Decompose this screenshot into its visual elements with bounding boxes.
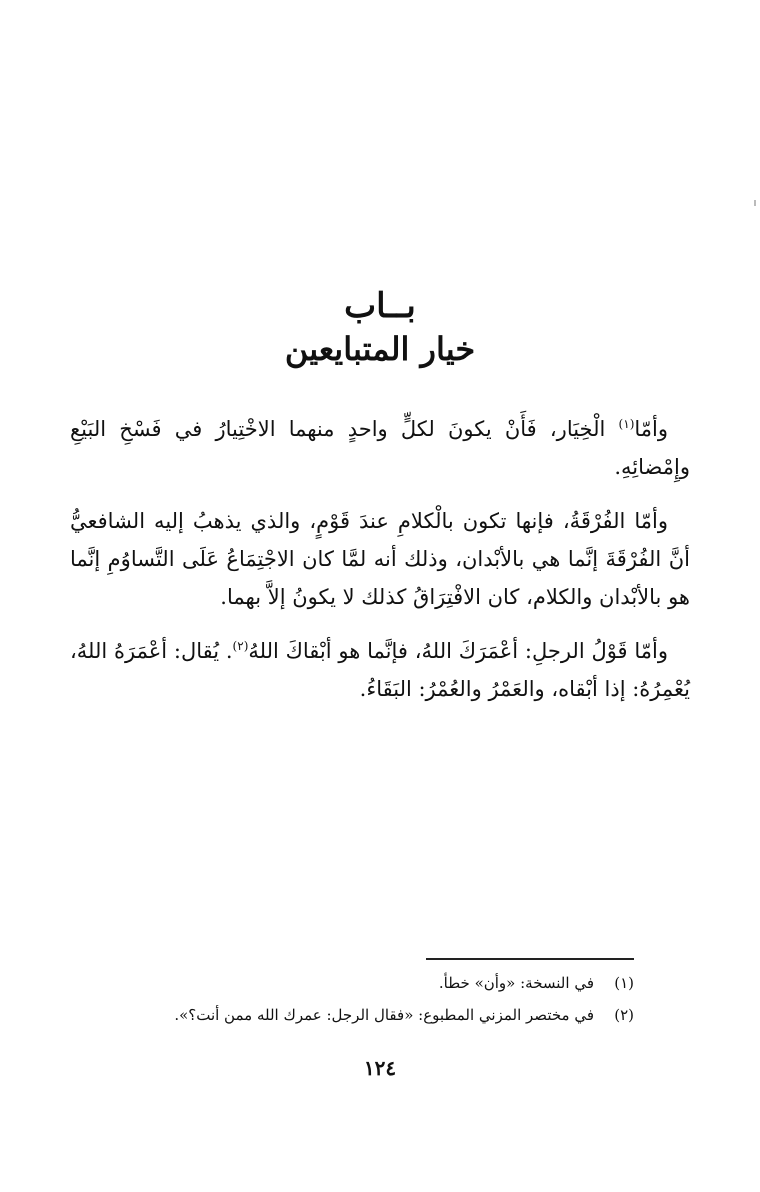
- paragraph-text: . يُقال: أعْمَرَهُ اللهُ، يُعْمِرُهُ: إذا أبْقاه، والعَمْرُ والعُمْرُ: البَقَاءُ.: [70, 639, 690, 701]
- footnote-ref-2[interactable]: (٢): [232, 639, 249, 653]
- footnote-2: [74, 1002, 634, 1028]
- paragraph-text: الْخِيَار، فَأَنْ يكونَ لكلٍّ واحدٍ منهما الاخْتِيارُ في فَسْخِ البَيْعِ وإِمْضائِهِ.: [70, 417, 690, 479]
- chapter-heading-bab: بــاب: [344, 286, 416, 326]
- page-number: ١٢٤: [363, 1056, 397, 1080]
- paragraph-text: وأمّا قَوْلُ الرجلِ: أعْمَرَكَ اللهُ، فإنَّما هو أبْقاكَ اللهُ: [248, 639, 668, 663]
- footnote-ref-1[interactable]: (١): [618, 417, 635, 431]
- paragraph-furqa: [70, 502, 690, 616]
- paragraph-text: وأمّا: [634, 417, 668, 441]
- footnotes: [74, 970, 634, 1034]
- footnote-1: [74, 970, 634, 996]
- paragraph-amarak: [70, 632, 690, 708]
- footnote-text: في النسخة: «وأن» خطأ.: [438, 974, 594, 992]
- main-text: [70, 410, 690, 724]
- footnote-number: (١): [614, 974, 634, 992]
- paragraph-khiyar: [70, 410, 690, 486]
- footnote-divider: [426, 958, 634, 960]
- footnote-number: (٢): [614, 1006, 634, 1024]
- footnote-text: في مختصر المزني المطبوع: «فقال الرجل: عمرك الله ممن أنت؟».: [174, 1006, 594, 1024]
- chapter-title: خيار المتبايعين: [284, 330, 476, 368]
- paragraph-text: وأمّا الفُرْقَةُ، فإنها تكون بالْكلامِ عندَ قَوْمٍ، والذي يذهبُ إليه الشافعيُّ أنَّ الفُرْقَةَ إنَّما هي بالأبْدان، وذلك أنه لمَّا كان الاجْتِمَاعُ عَلَى التَّساوُمِ إنَّما هو بالأبْدان والكلام، كان الافْتِرَاقُ كذلك لا يكونُ إلاَّ بهما.: [70, 509, 690, 609]
- scan-edge-mark: [754, 200, 756, 206]
